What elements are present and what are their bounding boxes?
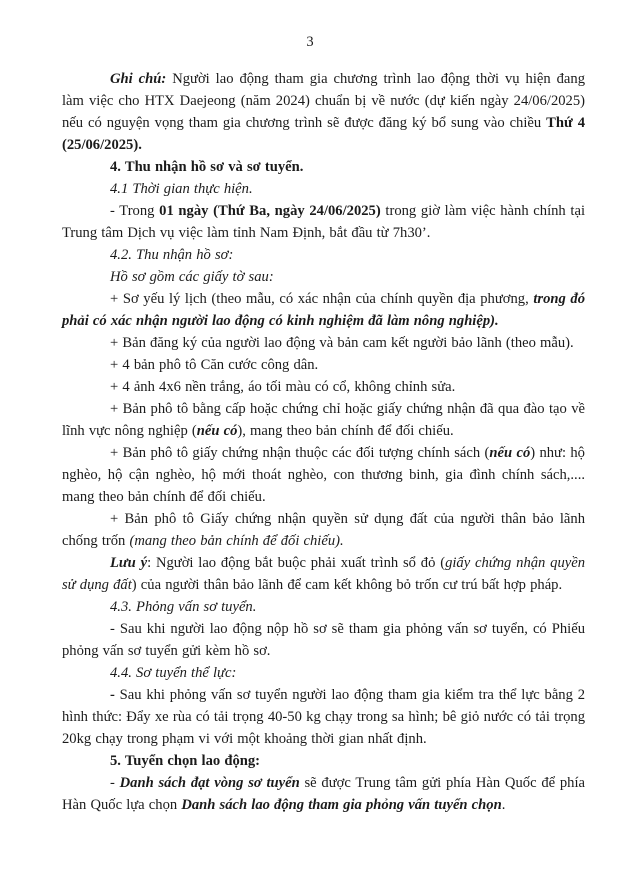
text-segment: Ghi chú: (110, 71, 173, 87)
dossier-item-land-certificate (62, 508, 585, 552)
text-segment: 4.2. Thu nhận hồ sơ: (110, 247, 234, 263)
text-segment: + Bản phô tô bằng cấp hoặc chứng chỉ hoặc giấy chứng nhận đã qua đào tạo về lĩnh vực nông nghiệp ( (62, 401, 585, 439)
text-segment: : Người lao động bắt buộc phải xuất trình sổ đỏ ( (147, 555, 446, 571)
text-segment: 4. Thu nhận hồ sơ và sơ tuyển. (110, 159, 304, 175)
text-segment: 4.4. Sơ tuyển thể lực: (110, 665, 237, 681)
text-segment: ), mang theo bản chính để đối chiếu. (237, 423, 454, 439)
text-segment: nếu có (196, 423, 238, 439)
text-segment: 4.1 Thời gian thực hiện. (110, 181, 253, 197)
text-segment: Người lao động tham gia chương trình lao động thời vụ hiện đang làm việc cho HTX Daejeong (năm 2024) chuẩn bị về nước (dự kiến ngày 24/06/2025) nếu có nguyện vọng tham gia chương trình sẽ được đăng ký bổ sung vào chiều (62, 71, 585, 131)
dossier-note (62, 552, 585, 596)
dossier-item-photos (62, 376, 585, 398)
text-segment: . (501, 797, 506, 813)
section-4-3-heading (62, 596, 585, 618)
section-4-3-body (62, 618, 585, 662)
text-segment: + Bản đăng ký của người lao động và bản cam kết người bảo lãnh (theo mẫu). (110, 335, 574, 351)
text-segment: Sau khi phỏng vấn sơ tuyển người lao động tham gia kiểm tra thể lực bằng 2 hình thức: Đẩy xe rùa có tải trọng 40-50 kg chạy trong sa hình; bê giỏ nước có tải trọng 20kg chạy trong phạm vi với một khoảng thời gian nhất định. (62, 687, 585, 747)
section-4-4-heading (62, 662, 585, 684)
section-5-heading (62, 750, 585, 772)
text-segment: + Bản phô tô Giấy chứng nhận quyền sử dụng đất của người thân bảo lãnh chống trốn (62, 511, 585, 549)
text-segment: Thứ 4 (25/06/2025). (62, 115, 585, 153)
text-segment: Danh sách đạt vòng sơ tuyển (119, 775, 300, 791)
text-segment: + 4 ảnh 4x6 nền trắng, áo tối màu có cổ, không chỉnh sửa. (110, 379, 456, 395)
text-segment: - (110, 687, 120, 703)
text-segment: 01 ngày (Thứ Ba, ngày 24/06/2025) (159, 203, 381, 219)
text-segment: ) như: hộ nghèo, hộ cận nghèo, hộ mới thoát nghèo, con thương binh, gia đình chính sách,.... mang theo bản chính để đối chiếu. (62, 445, 585, 505)
text-segment: - Sau khi người lao động nộp hồ sơ sẽ tham gia phỏng vấn sơ tuyển, có Phiếu phỏng vấn sơ tuyển gửi kèm hồ sơ. (62, 621, 585, 659)
text-segment: giấy chứng nhận quyền sử dụng đất (62, 555, 585, 593)
text-segment: trong đó phải có xác nhận người lao động có kinh nghiệm đã làm nông nghiệp). (62, 291, 585, 329)
dossier-item-certificates (62, 398, 585, 442)
section-5-body (62, 772, 585, 816)
text-segment: trong giờ làm việc hành chính tại Trung tâm Dịch vụ việc làm tỉnh Nam Định, bắt đầu từ 7h30’. (62, 203, 586, 241)
section-4-1-body (62, 200, 585, 244)
section-4-2-heading (62, 244, 585, 266)
dossier-item-id-copies (62, 354, 585, 376)
text-segment: nếu có (489, 445, 531, 461)
text-segment: sẽ được Trung tâm gửi phía Hàn Quốc để phía Hàn Quốc lựa chọn (62, 775, 585, 813)
dossier-item-resume (62, 288, 585, 332)
text-segment: (mang theo bản chính để đối chiếu). (129, 533, 344, 549)
text-segment: 4.3. Phỏng vấn sơ tuyển. (110, 599, 257, 615)
text-segment: - (110, 775, 120, 791)
section-4-4-body (62, 684, 585, 750)
dossier-intro (62, 266, 585, 288)
text-segment: 5. Tuyển chọn lao động: (110, 753, 261, 769)
note-paragraph (62, 68, 585, 156)
text-segment: + Sơ yếu lý lịch (theo mẫu, có xác nhận của chính quyền địa phương, (110, 291, 534, 307)
dossier-item-policy-categories (62, 442, 585, 508)
dossier-item-registration (62, 332, 585, 354)
text-segment: ) của người thân bảo lãnh để cam kết không bỏ trốn cư trú bất hợp pháp. (131, 577, 563, 593)
text-segment: Lưu ý (110, 555, 148, 571)
text-segment: Hồ sơ gồm các giấy tờ sau: (110, 269, 274, 285)
text-segment: Danh sách lao động tham gia phỏng vấn tuyển chọn (181, 797, 502, 813)
section-4-1-heading (62, 178, 585, 200)
page-number: 3 (306, 34, 314, 50)
section-4-heading (62, 156, 585, 178)
text-segment: + 4 bản phô tô Căn cước công dân. (110, 357, 319, 373)
text-segment: - Trong (110, 203, 160, 219)
document-body (0, 51, 620, 816)
text-segment: + Bản phô tô giấy chứng nhận thuộc các đối tượng chính sách ( (110, 445, 490, 461)
